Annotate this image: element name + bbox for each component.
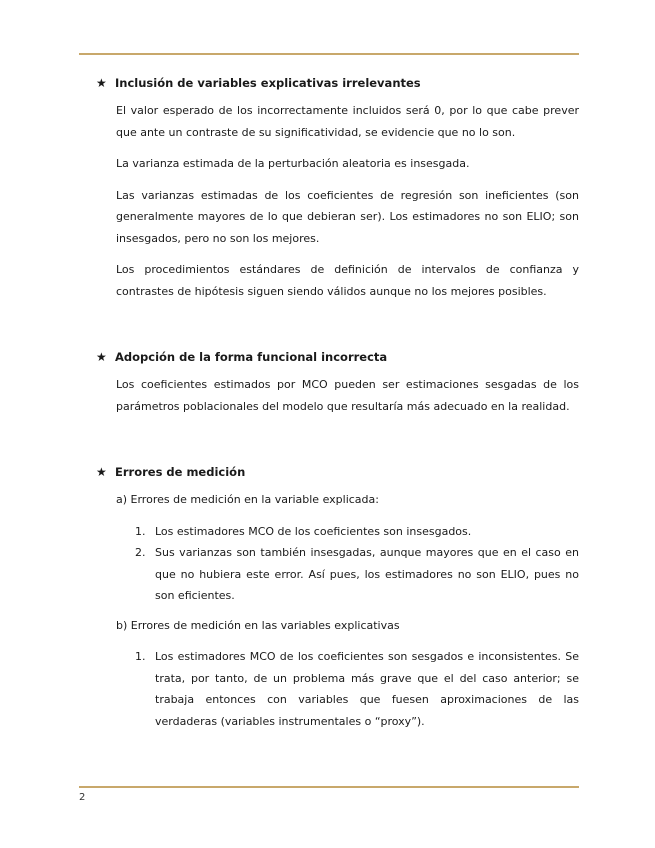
bottom-divider [79,786,579,788]
star-icon: ★ [96,76,107,90]
paragraph: La varianza estimada de la perturbación aleatoria es insesgada. [116,157,470,170]
list-number: 1. [135,650,146,663]
paragraph: Los procedimientos estándares de definición de intervalos de confianza y contrastes de hipótesis siguen siendo válidos aunque no los mejores posibles. [116,263,579,298]
section-heading-text: Inclusión de variables explicativas irrelevantes [115,76,421,90]
paragraph: Los coeficientes estimados por MCO pueden ser estimaciones sesgadas de los parámetros poblacionales del modelo que resultaría más adecuado en la realidad. [116,378,579,413]
list-item [116,646,579,732]
top-divider [79,53,579,55]
star-icon: ★ [96,465,107,479]
spacer [79,312,579,344]
paragraph: El valor esperado de los incorrectamente incluidos será 0, por lo que cabe prever que ante un contraste de su significatividad, se evidencie que no lo son. [116,104,579,139]
list-item-text: Sus varianzas son también insesgadas, aunque mayores que en el caso en que no hubiera este error. Así pues, los estimadores no son ELIO, pues no son eficientes. [155,546,579,602]
section-measurement-errors [79,465,579,732]
subheading-b: b) Errores de medición en las variables explicativas [116,618,400,632]
section-heading-text: Errores de medición [115,465,246,479]
section-heading [79,350,579,364]
list-item-text: Los estimadores MCO de los coeficientes son insesgados. [155,524,472,538]
list-item [116,542,579,607]
section-heading [79,76,579,90]
section-heading-text: Adopción de la forma funcional incorrecta [115,350,388,364]
list-item-text: Los estimadores MCO de los coeficientes son sesgados e inconsistentes. Se trata, por tanto, de un problema más grave que el del caso anterior; se trabaja entonces con variables que fuesen aproximaciones de las verdaderas (variables instrumentales o “proxy”). [155,650,579,728]
list-number: 2. [135,546,146,559]
page-content [79,70,579,740]
numbered-list-b [116,646,579,732]
list-item [116,521,579,543]
list-number: 1. [135,524,146,538]
subheading-a: a) Errores de medición en la variable explicada: [116,493,379,506]
section-heading [79,465,579,479]
spacer [79,427,579,459]
star-icon: ★ [96,350,107,364]
paragraph: Las varianzas estimadas de los coeficientes de regresión son ineficientes (son generalmente mayores de lo que debieran ser). Los estimadores no son ELIO; son insesgados, pero no son los mejores. [116,188,579,245]
section-irrelevant-variables [79,76,579,302]
section-functional-form [79,350,579,417]
numbered-list-a [116,521,579,607]
page-number: 2 [79,792,86,803]
